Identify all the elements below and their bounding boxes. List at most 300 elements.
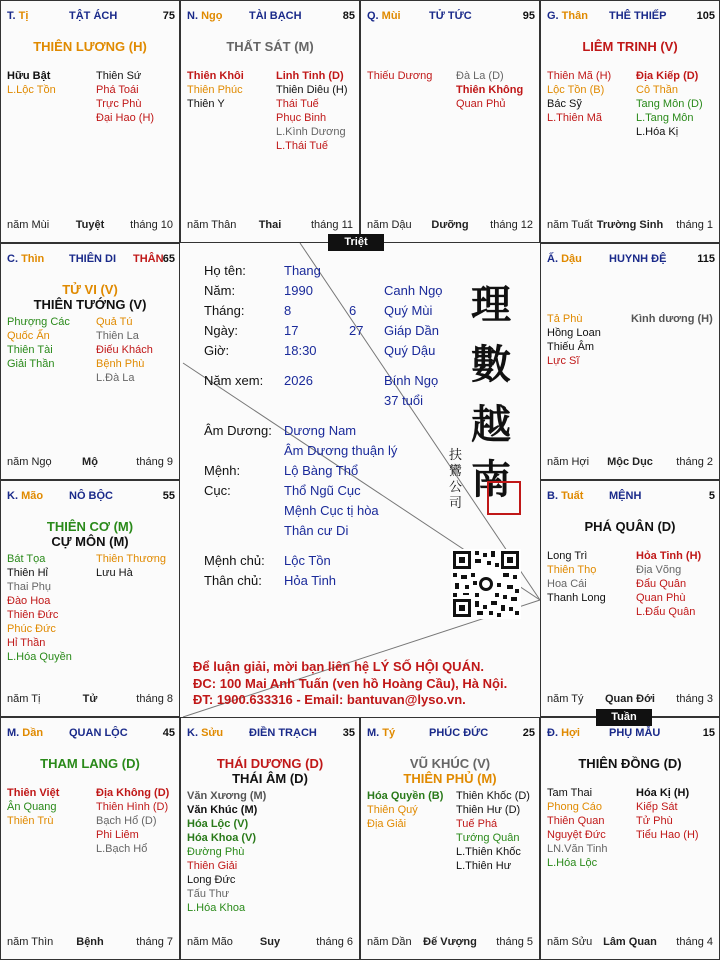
palace-name: PHÚC ĐỨC xyxy=(429,727,489,739)
month-canchi: Quý Mùi xyxy=(384,303,433,318)
star-item: Long Trì xyxy=(547,550,588,562)
star-item: Thiếu Âm xyxy=(547,341,595,353)
palace-stem: K. xyxy=(187,727,202,739)
palace-name: MỆNH xyxy=(609,490,642,502)
palace-year: năm Dậu xyxy=(367,219,412,231)
star-item: Quả Tú xyxy=(96,316,133,328)
palace-number: 15 xyxy=(702,727,715,739)
star-item: Phục Binh xyxy=(276,112,327,124)
star-item: L.Thái Tuế xyxy=(276,140,328,152)
left-stars xyxy=(187,789,266,915)
palace-ngo[interactable] xyxy=(180,0,360,243)
palace-footer xyxy=(7,456,173,470)
star-item: Thiên Việt xyxy=(7,787,60,799)
tuan-marker: Tuần xyxy=(596,709,652,726)
palace-cycle: Mộc Dục xyxy=(607,456,653,468)
triet-marker: Triệt xyxy=(328,234,384,251)
view-year-value: 2026 xyxy=(284,373,313,388)
palace-tuat[interactable] xyxy=(540,480,720,717)
palace-stem: M. xyxy=(367,727,383,739)
palace-year: năm Mão xyxy=(187,936,233,948)
star-item: Thái Tuế xyxy=(276,98,319,110)
star-item: Tuế Phá xyxy=(456,818,498,830)
amduong-value: Dương Nam xyxy=(284,423,357,438)
star-item: L.Thiên Hư xyxy=(456,860,512,872)
palace-branch: Hợi xyxy=(561,727,580,739)
star-item: L.Lộc Tồn xyxy=(7,84,56,96)
star-item: Địa Kiếp (D) xyxy=(636,70,699,82)
left-stars xyxy=(7,69,56,97)
star-item: Thiên La xyxy=(96,330,139,342)
star-item: L.Hóa Khoa xyxy=(187,902,246,914)
palace-dan[interactable] xyxy=(0,717,180,960)
left-stars xyxy=(367,69,432,83)
palace-month: tháng 12 xyxy=(490,219,533,231)
left-stars xyxy=(7,315,70,371)
calligraphy-char: 越 xyxy=(471,401,511,448)
palace-hoi[interactable] xyxy=(540,717,720,960)
palace-year: năm Sửu xyxy=(547,936,593,948)
palace-number: 105 xyxy=(696,10,715,22)
palace-header xyxy=(367,10,535,24)
star-item: Nguyệt Đức xyxy=(547,829,606,841)
palace-cycle: Quan Đới xyxy=(605,693,655,705)
star-item: Phi Liêm xyxy=(96,829,139,841)
palace-cycle: Bệnh xyxy=(76,936,104,948)
palace-position xyxy=(547,10,588,22)
than-tag: THÂN xyxy=(133,253,164,265)
star-item: L.Thiên Khốc xyxy=(456,846,521,858)
palace-cycle: Tử xyxy=(82,693,98,705)
star-item: Thiên Diêu (H) xyxy=(276,84,348,96)
palace-name: HUYNH ĐỆ xyxy=(609,253,667,265)
star-item: Thiên Giải xyxy=(187,860,238,872)
palace-number: 85 xyxy=(342,10,355,22)
star-item: Phúc Đức xyxy=(7,623,56,635)
palace-branch: Tý xyxy=(382,727,396,739)
star-item: Long Đức xyxy=(187,874,236,886)
palace-cycle: Dưỡng xyxy=(431,219,469,231)
palace-header xyxy=(547,10,715,24)
palace-position xyxy=(367,727,395,739)
star-item: L.Đà La xyxy=(96,372,135,384)
star-item: Thiên Hư (D) xyxy=(456,804,521,816)
star-item: Thiếu Dương xyxy=(367,70,433,82)
star-item: Đà La (D) xyxy=(456,70,504,82)
palace-footer xyxy=(187,936,353,950)
star-item: Thiên Tài xyxy=(7,344,53,356)
star-item: Phong Cáo xyxy=(547,801,603,813)
star-item: Quốc Ấn xyxy=(7,330,50,342)
palace-footer xyxy=(547,219,713,233)
contact-address: ĐC: 100 Mai Anh Tuấn (ven hồ Hoàng Cầu), Hà Nội. xyxy=(193,676,508,691)
main-star: THẤT SÁT (M) xyxy=(226,39,314,54)
palace-month: tháng 2 xyxy=(676,456,713,468)
palace-header xyxy=(7,490,175,504)
calligraphy-char: 理 xyxy=(471,281,511,328)
palace-header xyxy=(7,10,175,24)
palace-footer xyxy=(367,219,533,233)
name-value: Thang xyxy=(284,263,321,278)
palace-name: THIÊN DI xyxy=(69,253,117,265)
palace-footer xyxy=(367,936,533,950)
star-item: Thiên Đức xyxy=(7,609,59,621)
palace-header xyxy=(187,10,355,24)
star-item: Lực Sĩ xyxy=(547,355,580,367)
palace-cycle: Thai xyxy=(258,219,282,231)
menh-chu-value: Lộc Tồn xyxy=(284,553,331,568)
palace-header xyxy=(7,727,175,741)
right-stars xyxy=(96,552,166,580)
palace-name: TẬT ÁCH xyxy=(69,10,118,22)
palace-branch: Mùi xyxy=(381,10,401,22)
star-item: Hóa Lộc (V) xyxy=(187,818,249,830)
star-item: Thiên Phúc xyxy=(187,84,243,96)
menh-value: Lộ Bàng Thổ xyxy=(284,463,359,478)
star-item: Hóa Quyền (B) xyxy=(367,790,444,802)
star-item: Ân Quang xyxy=(7,801,57,813)
calligraphy-char: 數 xyxy=(471,341,511,388)
star-item: Hoa Cái xyxy=(547,578,587,590)
palace-header xyxy=(547,253,715,267)
palace-position xyxy=(367,10,401,22)
palace-footer xyxy=(7,936,173,950)
palace-stem: B. xyxy=(547,490,562,502)
star-item: Lộc Tồn (B) xyxy=(547,84,605,96)
palace-position xyxy=(187,727,223,739)
palace-name: TÀI BẠCH xyxy=(249,10,302,22)
star-item: Kiếp Sát xyxy=(636,801,678,813)
palace-position xyxy=(7,490,43,502)
star-item: Hữu Bật xyxy=(7,70,51,82)
palace-cycle: Suy xyxy=(259,936,281,948)
palace-suu[interactable] xyxy=(180,717,360,960)
star-item: Địa Võng xyxy=(636,564,682,576)
palace-header xyxy=(547,727,715,741)
star-item: Đại Hao (H) xyxy=(96,112,155,124)
than-chu-label: Thân chủ: xyxy=(204,573,262,588)
palace-name: THÊ THIẾP xyxy=(609,10,667,22)
palace-position xyxy=(187,10,222,22)
day-lunar: 27 xyxy=(349,323,364,338)
palace-position xyxy=(547,490,583,502)
palace-cycle: Mộ xyxy=(82,456,98,468)
palace-month: tháng 5 xyxy=(496,936,533,948)
star-item: Địa Không (D) xyxy=(96,787,170,799)
star-item: Thiên Thọ xyxy=(547,564,597,576)
left-stars xyxy=(367,789,443,831)
star-item: L.Hóa Kị xyxy=(636,126,679,138)
palace-number: 35 xyxy=(342,727,355,739)
palace-mao[interactable] xyxy=(0,480,180,717)
star-item: Thiên Mã (H) xyxy=(547,70,612,82)
than-cu-note: Thân cư Di xyxy=(284,523,349,538)
star-item: Phá Toái xyxy=(96,84,139,96)
palace-header xyxy=(367,727,535,741)
palace-year: năm Ngọ xyxy=(7,456,52,468)
star-item: Tử Phù xyxy=(636,815,673,827)
star-item: Thiên Quý xyxy=(367,804,418,816)
left-stars xyxy=(547,69,611,125)
star-item: Bạch Hổ (D) xyxy=(96,815,157,827)
name-label: Họ tên: xyxy=(204,263,246,278)
palace-header xyxy=(7,253,175,267)
cuc-label: Cục: xyxy=(204,483,231,498)
amduong-note: Âm Dương thuận lý xyxy=(284,443,398,458)
palace-year: năm Tuất xyxy=(547,219,593,231)
star-item: Phượng Các xyxy=(7,316,70,328)
main-star: THÁI ÂM (D) xyxy=(232,771,308,786)
left-stars xyxy=(547,549,606,605)
palace-ty[interactable] xyxy=(360,717,540,960)
star-item: Hỏa Tinh (H) xyxy=(636,550,702,562)
palace-stem: M. xyxy=(7,727,23,739)
year-canchi: Canh Ngọ xyxy=(384,283,443,298)
view-year-canchi: Bính Ngọ xyxy=(384,373,439,388)
left-stars xyxy=(547,786,608,870)
palace-month: tháng 4 xyxy=(676,936,713,948)
palace-than[interactable] xyxy=(540,0,720,243)
star-item: Đào Hoa xyxy=(7,595,51,607)
star-item: Thiên Khốc (D) xyxy=(456,790,530,802)
than-chu-value: Hỏa Tinh xyxy=(284,573,337,588)
palace-number: 25 xyxy=(522,727,535,739)
palace-number: 115 xyxy=(697,253,715,265)
palace-number: 95 xyxy=(522,10,535,22)
star-item: Tam Thai xyxy=(547,787,593,799)
star-item: Trực Phù xyxy=(96,98,142,110)
palace-stem: G. xyxy=(547,10,562,22)
right-stars xyxy=(96,315,153,385)
palace-number: 5 xyxy=(708,490,715,502)
star-item: L.Hóa Lộc xyxy=(547,857,598,869)
star-item: L.Đẩu Quân xyxy=(636,606,696,618)
palace-year: năm Tý xyxy=(547,693,584,705)
month-value: 8 xyxy=(284,303,292,318)
menh-chu-label: Mệnh chủ: xyxy=(204,553,265,568)
star-item: Tướng Quân xyxy=(456,832,520,844)
center-info-panel xyxy=(183,243,537,717)
palace-year: năm Dần xyxy=(367,936,412,948)
star-item: Thiên Không xyxy=(456,84,524,96)
right-stars xyxy=(276,69,348,153)
main-star: THIÊN TƯỚNG (V) xyxy=(33,297,147,312)
star-item: Hồng Loan xyxy=(547,327,601,339)
star-item: Hóa Kị (H) xyxy=(636,787,690,799)
age-value: 37 tuổi xyxy=(384,393,424,408)
palace-footer xyxy=(7,693,173,707)
calligraphy-seal: 扶鸞公司 xyxy=(449,448,463,511)
left-stars xyxy=(187,69,244,111)
main-star: THAM LANG (D) xyxy=(40,756,140,771)
palace-cycle: Tuyệt xyxy=(75,219,105,231)
palace-month: tháng 10 xyxy=(130,219,173,231)
star-item: L.Kình Dương xyxy=(276,126,346,138)
main-star: THIÊN LƯƠNG (H) xyxy=(33,39,147,54)
palace-number: 45 xyxy=(162,727,175,739)
star-item: Thiên Hình (D) xyxy=(96,801,169,813)
month-lunar: 6 xyxy=(349,303,357,318)
star-item: Quan Phù xyxy=(636,592,686,604)
star-item: Bác Sỹ xyxy=(547,98,582,110)
palace-branch: Mão xyxy=(21,490,44,502)
palace-cycle: Đế Vượng xyxy=(423,936,477,948)
palace-month: tháng 7 xyxy=(136,936,173,948)
day-label: Ngày: xyxy=(204,323,238,338)
star-item: Đẩu Quân xyxy=(636,578,687,590)
star-item: Lưu Hà xyxy=(96,567,133,579)
main-star: CỰ MÔN (M) xyxy=(51,534,129,549)
menh-label: Mệnh: xyxy=(204,463,241,478)
palace-name: ĐIỀN TRẠCH xyxy=(249,727,317,739)
star-item: Văn Khúc (M) xyxy=(187,804,258,816)
main-star: THIÊN ĐỒNG (D) xyxy=(578,756,682,771)
red-seal-stamp xyxy=(487,481,521,515)
palace-stem: Đ. xyxy=(547,727,562,739)
day-canchi: Giáp Dần xyxy=(384,323,439,338)
star-item: Bệnh Phù xyxy=(96,358,145,370)
star-item: Thiên Hỉ xyxy=(7,567,48,579)
palace-branch: Tị xyxy=(18,10,29,22)
star-item: Cô Thần xyxy=(636,84,678,96)
star-item: Thiên Thương xyxy=(96,553,167,565)
star-item: Hỉ Thần xyxy=(7,637,46,649)
palace-footer xyxy=(7,219,173,233)
star-item: Thiên Trù xyxy=(7,815,54,827)
left-stars xyxy=(7,786,59,828)
palace-footer xyxy=(547,936,713,950)
star-item: Hóa Khoa (V) xyxy=(187,832,257,844)
palace-stem: T. xyxy=(7,10,19,22)
palace-mui[interactable] xyxy=(360,0,540,243)
star-item: L.Hóa Quyền xyxy=(7,651,72,663)
palace-stem: K. xyxy=(7,490,22,502)
star-item: LN.Văn Tinh xyxy=(547,843,608,855)
palace-cycle: Lâm Quan xyxy=(603,936,657,948)
palace-month: tháng 9 xyxy=(136,456,173,468)
hour-label: Giờ: xyxy=(204,343,230,358)
star-item: Thai Phụ xyxy=(7,581,52,593)
palace-header xyxy=(187,727,355,741)
left-stars xyxy=(7,552,72,664)
star-item: Tấu Thư xyxy=(187,888,230,900)
palace-position xyxy=(7,253,44,265)
palace-year: năm Mùi xyxy=(7,219,50,231)
palace-year: năm Tị xyxy=(7,693,41,705)
palace-cycle: Trường Sinh xyxy=(596,219,664,231)
star-item: Tiểu Hao (H) xyxy=(636,829,699,841)
palace-name: TỬ TỨC xyxy=(429,10,472,22)
hour-value: 18:30 xyxy=(284,343,317,358)
palace-branch: Ngọ xyxy=(201,10,223,22)
palace-month: tháng 8 xyxy=(136,693,173,705)
palace-name: PHỤ MẪU xyxy=(609,727,661,739)
month-label: Tháng: xyxy=(204,303,245,318)
palace-footer xyxy=(547,456,713,470)
left-stars xyxy=(547,312,601,368)
palace-position xyxy=(547,253,582,265)
year-label: Năm: xyxy=(204,283,236,298)
right-stars xyxy=(636,69,703,139)
star-item: Văn Xương (M) xyxy=(187,790,267,802)
right-stars xyxy=(96,69,154,125)
star-item: Thiên Khôi xyxy=(187,70,244,82)
palace-branch: Thân xyxy=(561,10,588,22)
contact-phone-email[interactable]: ĐT: 1900.633316 - Email: bantuvan@lyso.vn. xyxy=(193,692,466,707)
cuc-note: Mệnh Cục tị hòa xyxy=(284,503,379,518)
star-item: Tả Phù xyxy=(547,313,583,325)
view-year-label: Năm xem: xyxy=(204,373,264,388)
palace-branch: Dần xyxy=(22,727,44,739)
palace-stem: N. xyxy=(187,10,202,22)
star-item: Địa Giải xyxy=(367,818,407,830)
palace-year: năm Thân xyxy=(187,219,237,231)
palace-year: năm Thìn xyxy=(7,936,54,948)
star-item: Bát Tọa xyxy=(7,553,46,565)
contact-line-1: Để luận giải, mời bạn liên hệ LÝ SỐ HỘI QUÁN. xyxy=(193,659,484,674)
main-star: THIÊN CƠ (M) xyxy=(46,519,134,534)
palace-position xyxy=(7,10,28,22)
palace-stem: C. xyxy=(7,253,22,265)
main-star: LIÊM TRINH (V) xyxy=(582,39,678,54)
palace-name: QUAN LỘC xyxy=(69,727,128,739)
palace-header xyxy=(547,490,715,504)
main-star: PHÁ QUÂN (D) xyxy=(584,519,676,534)
star-item: L.Bạch Hổ xyxy=(96,843,148,855)
palace-month: tháng 11 xyxy=(310,219,353,231)
palace-footer xyxy=(187,219,353,233)
palace-stem: Q. xyxy=(367,10,382,22)
right-stars xyxy=(96,786,169,856)
star-item: L.Thiên Mã xyxy=(547,112,603,124)
palace-month: tháng 3 xyxy=(676,693,713,705)
star-item: Đường Phù xyxy=(187,846,245,858)
star-item: Linh Tinh (D) xyxy=(276,70,344,82)
right-stars xyxy=(456,789,530,873)
amduong-label: Âm Dương: xyxy=(204,423,272,438)
palace-number: 65 xyxy=(162,253,175,265)
palace-thin[interactable] xyxy=(0,243,180,480)
palace-number: 75 xyxy=(162,10,175,22)
hour-canchi: Quý Dậu xyxy=(384,343,436,358)
palace-month: tháng 1 xyxy=(676,219,713,231)
day-value: 17 xyxy=(284,323,299,338)
star-item: Quan Phủ xyxy=(456,98,506,110)
right-stars xyxy=(636,786,699,842)
right-stars xyxy=(636,549,701,619)
right-stars xyxy=(456,69,523,111)
palace-dau[interactable] xyxy=(540,243,720,480)
star-item: Tang Môn (D) xyxy=(636,98,703,110)
palace-position xyxy=(547,727,580,739)
cuc-value: Thổ Ngũ Cục xyxy=(284,483,361,498)
qr-code[interactable] xyxy=(451,549,521,619)
palace-branch: Dậu xyxy=(561,253,582,265)
star-item: Thiên Sứ xyxy=(96,70,142,82)
palace-branch: Sửu xyxy=(201,727,224,739)
main-star: THIÊN PHỦ (M) xyxy=(403,771,497,786)
star-item: Thanh Long xyxy=(547,592,606,604)
star-item: Điếu Khách xyxy=(96,344,153,356)
star-item: Thiên Y xyxy=(187,98,225,110)
year-value: 1990 xyxy=(284,283,313,298)
palace-month: tháng 6 xyxy=(316,936,353,948)
palace-branch: Tuất xyxy=(561,490,584,502)
right-stars xyxy=(631,312,713,326)
calligraphy-char: 南 xyxy=(471,456,511,503)
palace-ti[interactable] xyxy=(0,0,180,243)
star-item: Giải Thần xyxy=(7,358,55,370)
